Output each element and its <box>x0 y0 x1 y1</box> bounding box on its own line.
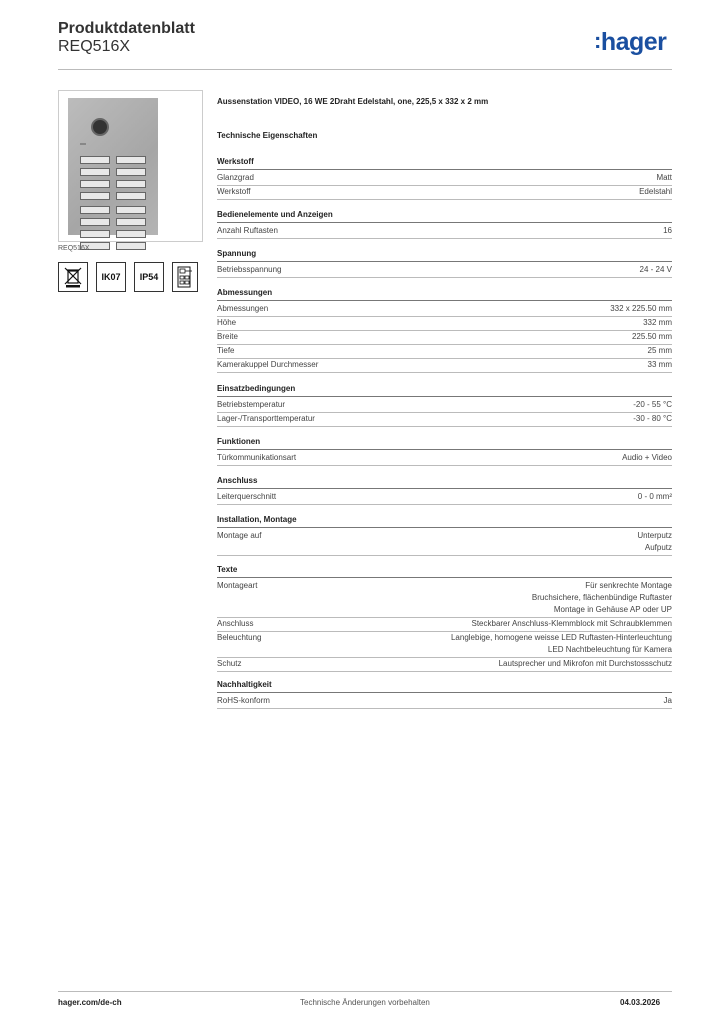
spec-value: 33 mm <box>647 360 672 369</box>
section-title: Texte <box>217 565 672 578</box>
spec-row <box>217 413 672 427</box>
spec-label: Lager-/Transporttemperatur <box>217 414 315 423</box>
spec-label: Abmessungen <box>217 304 269 313</box>
spec-value: 332 mm <box>643 318 672 327</box>
section-title: Anschluss <box>217 476 672 489</box>
spec-row <box>217 491 672 505</box>
ip54-icon: IP54 <box>134 262 164 292</box>
spec-value: Für senkrechte Montage Bruchsichere, flächenbündige Ruftaster Montage in Gehäuse AP oder UP <box>531 581 672 614</box>
spec-value: 16 <box>663 226 672 235</box>
photo-caption: REQ516X <box>58 245 90 252</box>
spec-value: Audio + Video <box>622 453 672 462</box>
spec-row <box>217 317 672 331</box>
footer-note: Technische Änderungen vorbehalten <box>300 998 430 1007</box>
spec-value: 332 x 225.50 mm <box>610 304 672 313</box>
section-texte <box>217 565 672 672</box>
spec-value: Langlebige, homogene weisse LED Ruftasten-Hinterleuchtung LED Nachtbeleuchtung für Kamera <box>450 633 672 654</box>
section-title: Funktionen <box>217 437 672 450</box>
hager-logo-text: hager <box>600 28 667 56</box>
door-station-plate <box>68 98 158 235</box>
spec-value: Steckbarer Anschluss-Klemmblock mit Schraubklemmen <box>471 619 672 628</box>
footer-date: 04.03.2026 <box>620 998 661 1007</box>
spec-value: 25 mm <box>647 346 672 355</box>
button-column-right <box>116 156 146 254</box>
spec-label: Leiterquerschnitt <box>217 492 277 501</box>
spec-row <box>217 618 672 632</box>
footer-website-link[interactable]: hager.com/de-ch <box>58 998 122 1007</box>
spec-value: 24 - 24 V <box>639 265 672 274</box>
section-title: Spannung <box>217 249 672 262</box>
spec-row <box>217 172 672 186</box>
spec-label: Tiefe <box>217 346 235 355</box>
camera-icon <box>91 118 109 136</box>
spec-value: -20 - 55 °C <box>633 400 672 409</box>
section-spannung <box>217 249 672 278</box>
spec-label: Höhe <box>217 318 237 327</box>
spec-row <box>217 225 672 239</box>
spec-label: RoHS-konform <box>217 696 270 705</box>
product-photo <box>58 90 203 242</box>
spec-label: Beleuchtung <box>217 633 262 642</box>
spec-value: Matt <box>656 173 672 182</box>
section-title: Einsatzbedingungen <box>217 384 672 397</box>
spec-value: -30 - 80 °C <box>633 414 672 423</box>
hager-logo: :hager <box>594 28 667 56</box>
spec-row <box>217 186 672 200</box>
button-column-left <box>80 156 110 254</box>
spec-label: Betriebstemperatur <box>217 400 286 409</box>
footer-divider <box>58 991 672 992</box>
spec-subtitle: Technische Eigenschaften <box>217 131 318 140</box>
spec-row <box>217 264 672 278</box>
spec-value: 225.50 mm <box>631 332 672 341</box>
section-installation <box>217 515 672 556</box>
spec-row <box>217 303 672 317</box>
spec-value: Ja <box>663 696 672 705</box>
section-title: Werkstoff <box>217 157 672 170</box>
section-nachhaltigkeit <box>217 680 672 709</box>
spec-row <box>217 632 672 658</box>
header-divider <box>58 69 672 70</box>
spec-row <box>217 452 672 466</box>
spec-label: Montage auf <box>217 531 262 540</box>
spec-value: 0 - 0 mm² <box>637 492 672 501</box>
section-einsatzbedingungen <box>217 384 672 427</box>
spec-label: Montageart <box>217 581 258 590</box>
section-abmessungen <box>217 288 672 373</box>
spec-label: Betriebsspannung <box>217 265 282 274</box>
spec-label: Anschluss <box>217 619 254 628</box>
weee-bin-icon <box>58 262 88 292</box>
section-bedienelemente <box>217 210 672 239</box>
section-title: Abmessungen <box>217 288 672 301</box>
section-funktionen <box>217 437 672 466</box>
spec-label: Anzahl Ruftasten <box>217 226 278 235</box>
spec-label: Türkommunikationsart <box>217 453 297 462</box>
spec-label: Werkstoff <box>217 187 251 196</box>
spec-row <box>217 695 672 709</box>
section-title: Nachhaltigkeit <box>217 680 672 693</box>
schematic-icon <box>172 262 198 292</box>
spec-row <box>217 331 672 345</box>
spec-row <box>217 399 672 413</box>
spec-label: Glanzgrad <box>217 173 254 182</box>
spec-row <box>217 530 672 556</box>
spec-row <box>217 580 672 618</box>
spec-row <box>217 658 672 672</box>
spec-label: Breite <box>217 332 238 341</box>
product-code: REQ516X <box>58 38 131 55</box>
section-werkstoff <box>217 157 672 200</box>
page-title: Produktdatenblatt <box>58 20 195 37</box>
spec-label: Schutz <box>217 659 242 668</box>
spec-value: Edelstahl <box>639 187 672 196</box>
ik07-icon: IK07 <box>96 262 126 292</box>
section-anschluss <box>217 476 672 505</box>
product-description: Aussenstation VIDEO, 16 WE 2Draht Edelstahl, one, 225,5 x 332 x 2 mm <box>217 97 489 106</box>
section-title: Installation, Montage <box>217 515 672 528</box>
spec-row <box>217 345 672 359</box>
spec-row <box>217 359 672 373</box>
section-title: Bedienelemente und Anzeigen <box>217 210 672 223</box>
spec-value: Lautsprecher und Mikrofon mit Durchstossschutz <box>498 659 672 668</box>
spec-value: Unterputz Aufputz <box>637 531 672 552</box>
spec-label: Kamerakuppel Durchmesser <box>217 360 319 369</box>
speaker-icon <box>80 143 86 145</box>
